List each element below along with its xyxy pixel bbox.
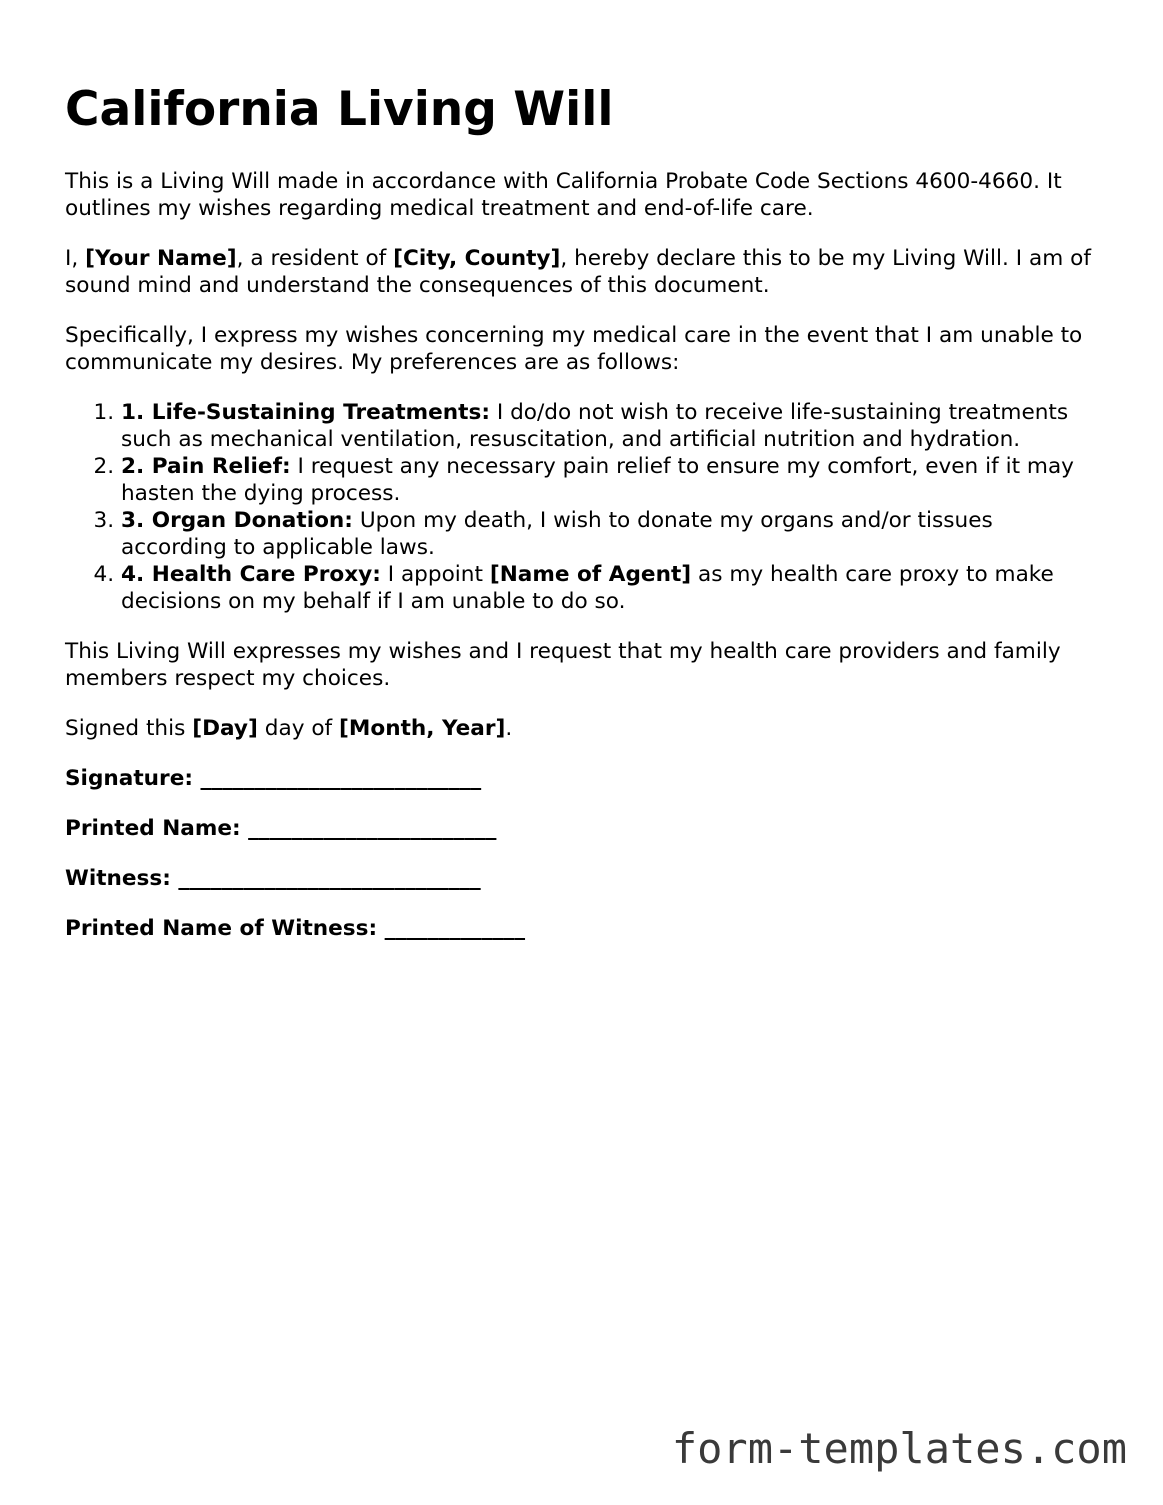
printed-name-field: Printed Name: _______________________ [65,816,497,841]
signed-text-1: Signed this [65,716,193,741]
list-item-heading: 3. Organ Donation: [121,508,353,533]
watermark: form-templates.com [671,1424,1127,1473]
signature-field: Signature: __________________________ [65,766,482,791]
list-item-text: I request any necessary pain relief to ensure my comfort, even if it may hasten the dying process. [121,454,1074,506]
declaration-paragraph [65,245,1105,299]
list-item [121,399,1105,453]
agent-name-placeholder: [Name of Agent] [489,562,692,587]
preferences-intro-paragraph: Specifically, I express my wishes concerning my medical care in the event that I am unable to communicate my desires. My preferences are as follows: [65,323,1083,375]
preferences-list [65,399,1105,615]
declaration-text-1: I, [65,246,86,271]
day-placeholder: [Day] [192,716,258,741]
your-name-placeholder: [Your Name] [85,246,237,271]
witness-field: Witness: ____________________________ [65,866,481,891]
month-year-placeholder: [Month, Year] [339,716,506,741]
city-county-placeholder: [City, County] [393,246,561,271]
declaration-text-3: , hereby declare this to be my Living Will. I am of sound mind and understand the consequences of this document. [65,246,1091,298]
list-item [121,507,1105,561]
declaration-text-2: , a resident of [236,246,394,271]
list-item-heading: 4. Health Care Proxy: [121,562,381,587]
signed-text-3: . [505,716,513,741]
signed-text-2: day of [257,716,340,741]
printed-name-of-witness-field: Printed Name of Witness: _____________ [65,916,526,941]
list-item-text: Upon my death, I wish to donate my organs and/or tissues according to applicable laws. [121,508,993,560]
intro-paragraph: This is a Living Will made in accordance with California Probate Code Sections 4600-4660. It outlines my wishes regarding medical treatment and end-of-life care. [65,169,1062,221]
list-item-text: I appoint [380,562,490,587]
signed-date-paragraph [65,715,1105,742]
list-item-text: I do/do not wish to receive life-sustaining treatments such as mechanical ventilation, resuscitation, and artificial nutrition and hydration. [121,400,1069,452]
document-body [65,168,1105,965]
closing-paragraph: This Living Will expresses my wishes and I request that my health care providers and family members respect my choices. [65,639,1061,691]
list-item-text: as my health care proxy to make decisions on my behalf if I am unable to do so. [121,562,1054,614]
list-item [121,561,1105,615]
document-title: California Living Will [65,82,614,137]
list-item-heading: 1. Life-Sustaining Treatments: [121,400,490,425]
list-item [121,453,1105,507]
list-item-heading: 2. Pain Relief: [121,454,291,479]
